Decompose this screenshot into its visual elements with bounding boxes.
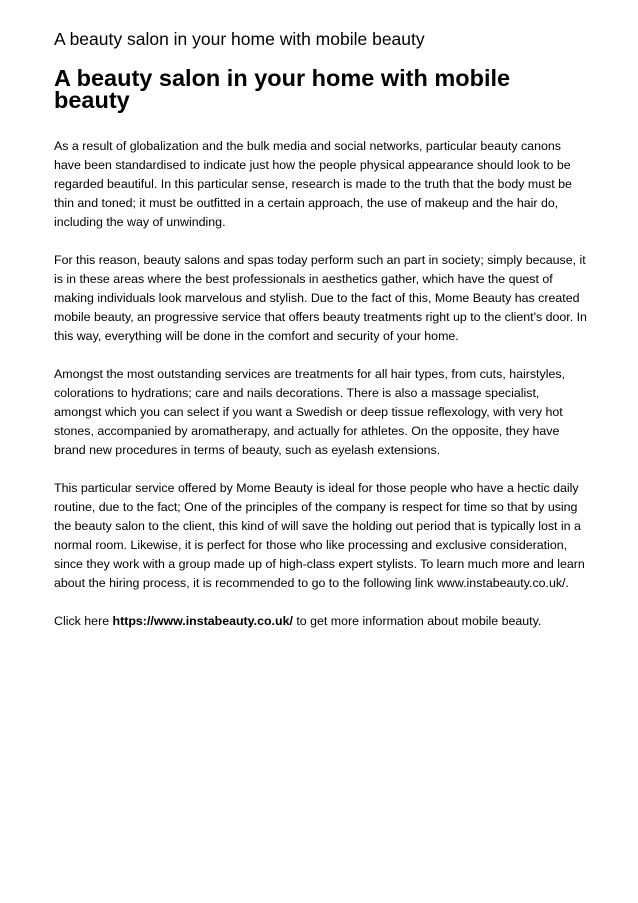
page-title: A beauty salon in your home with mobile beauty [54,65,511,113]
paragraph-1: As a result of globalization and the bulk media and social networks, particular beauty canons have been standardised to indicate just how the people physical appearance should look to be regarded beautiful. In this particular sense, research is made to the truth that the body must be thin and toned; it must be outfitted in a certain approach, the use of makeup and the hair do, including the way of unwinding. [54,139,572,229]
paragraph-3: Amongst the most outstanding services are treatments for all hair types, from cuts, hairstyles, colorations to hydrations; care and nails decorations. There is also a massage specialist, amongst which you can select if you want a Swedish or deep tissue reflexology, with very hot stones, accompanied by aromatherapy, and actually for athletes. On the opposite, they have brand new procedures in terms of beauty, such as eyelash extensions. [54,367,565,457]
document-page [54,28,590,650]
closing-suffix: to get more information about mobile beauty. [292,614,542,628]
running-header: A beauty salon in your home with mobile beauty [54,29,425,49]
closing-paragraph [54,612,590,631]
paragraph-2: For this reason, beauty salons and spas today perform such an part in society; simply because, it is in these areas where the best professionals in aesthetics gather, which have the quest of making individuals look marvelous and stylish. Due to the fact of this, Mome Beauty has created mobile beauty, an progressive service that offers beauty treatments right up to the client's door. In this way, everything will be done in the comfort and security of your home. [54,253,587,343]
closing-prefix: Click here [54,614,113,628]
paragraph-4: This particular service offered by Mome Beauty is ideal for those people who have a hectic daily routine, due to the fact; One of the principles of the company is respect for time so that by using the beauty salon to the client, this kind of will save the holding out period that is typically lost in a normal room. Likewise, it is perfect for those who like processing and exclusive consideration, since they work with a group made up of high-class expert stylists. To learn much more and learn about the hiring process, it is recommended to go to the following link www.instabeauty.co.uk/. [54,481,585,590]
article-body [54,137,590,631]
instabeauty-link[interactable]: https://www.instabeauty.co.uk/ [112,614,293,628]
